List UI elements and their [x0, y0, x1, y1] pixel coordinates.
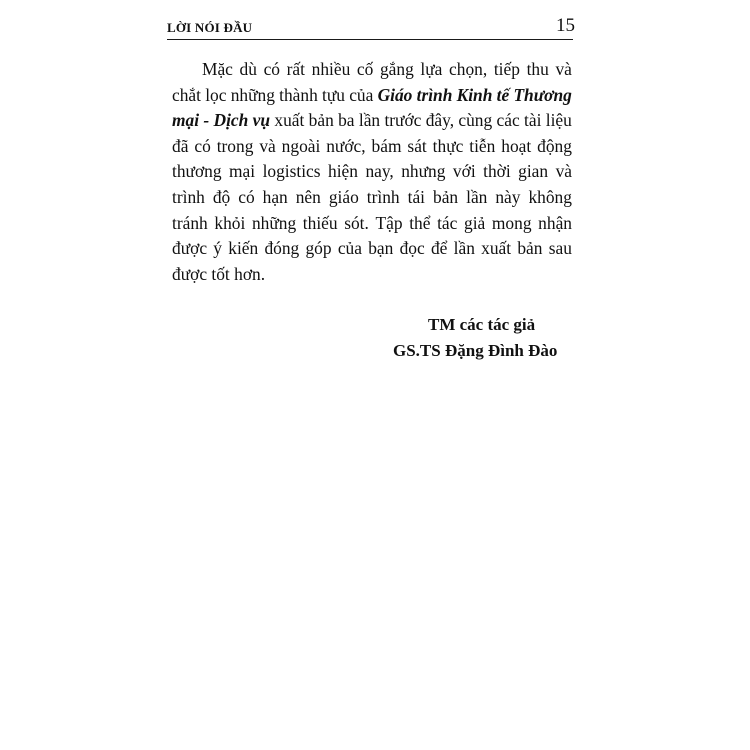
- text-line-5: thương mại logistics hiện nay, nhưng với thời gian và: [172, 161, 572, 182]
- signature-name: GS.TS Đặng Đình Đào: [393, 341, 558, 360]
- text-line-4: đã có trong và ngoài nước, bám sát thực tiễn hoạt động: [172, 135, 572, 156]
- page-number: 15: [556, 15, 575, 36]
- book-title-word: Giáo: [377, 84, 413, 105]
- book-title-word: -: [203, 110, 210, 131]
- text-line-3: mại - Dịch vụ xuất bản ba lần trước đây, cùng các tài liệu: [172, 110, 572, 131]
- signature-role: TM các tác giả: [428, 315, 536, 334]
- book-title-word: trình: [416, 84, 453, 105]
- book-title-word: Thương: [513, 84, 572, 105]
- body-paragraph: [172, 57, 572, 287]
- text-line-6: trình độ có hạn nên giáo trình tái bản lần này không: [172, 186, 572, 207]
- book-title-word: mại: [172, 110, 200, 131]
- text-line-7: tránh khỏi những thiếu sót. Tập thể tác giả mong nhận: [172, 212, 572, 233]
- text-line-2: chắt lọc những thành tựu của Giáo trình Kinh tế Thương: [172, 84, 572, 105]
- text-line-1: Mặc dù có rất nhiều cố gắng lựa chọn, tiếp thu và: [202, 59, 572, 79]
- running-head: [167, 14, 575, 40]
- text-line-9: được tốt hơn.: [172, 263, 266, 284]
- header-rule: [167, 39, 573, 40]
- book-title-word: vụ: [252, 110, 271, 131]
- section-title: LỜI NÓI ĐẦU: [167, 20, 253, 35]
- book-title-word: Kinh: [456, 84, 493, 105]
- book-title-word: Dịch: [213, 110, 249, 131]
- signature-block: [393, 312, 583, 364]
- book-title-word: tế: [496, 84, 510, 105]
- text-line-8: được ý kiến đóng góp của bạn đọc để lần xuất bản sau: [172, 238, 572, 259]
